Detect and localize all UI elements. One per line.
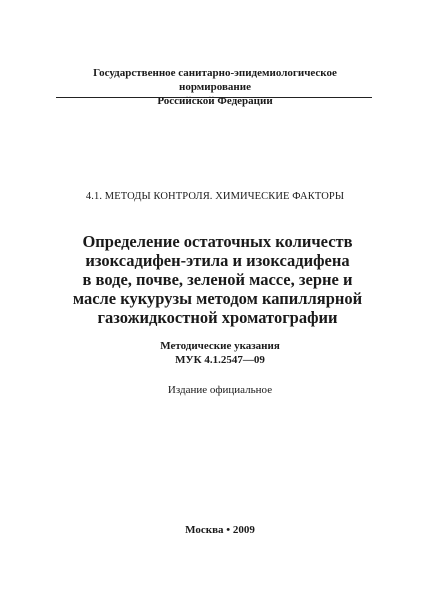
title-line-3: в воде, почве, зеленой массе, зерне и [82,270,353,289]
document-code: МУК 4.1.2547—09 [175,354,265,366]
title-line-5: газожидкостной хроматографии [97,308,338,327]
title-line-1: Определение остаточных количеств [82,232,353,251]
header-line-2: Российской Федерации [157,95,273,107]
subtitle-line-1: Методические указания [160,340,280,352]
issuing-body-header [56,66,374,108]
document-title [40,232,395,327]
title-line-4: масле кукурузы методом капиллярной [72,289,363,308]
header-line-1: Государственное санитарно-эпидемиологическое нормирование [93,67,337,93]
document-subtitle [100,339,340,367]
document-category: 4.1. МЕТОДЫ КОНТРОЛЯ. ХИМИЧЕСКИЕ ФАКТОРЫ [85,191,345,202]
city-year: Москва • 2009 [185,524,255,536]
edition-note: Издание официальное [167,384,273,396]
title-line-2: изоксадифен-этила и изоксадифена [85,251,350,270]
header-divider [56,97,372,98]
